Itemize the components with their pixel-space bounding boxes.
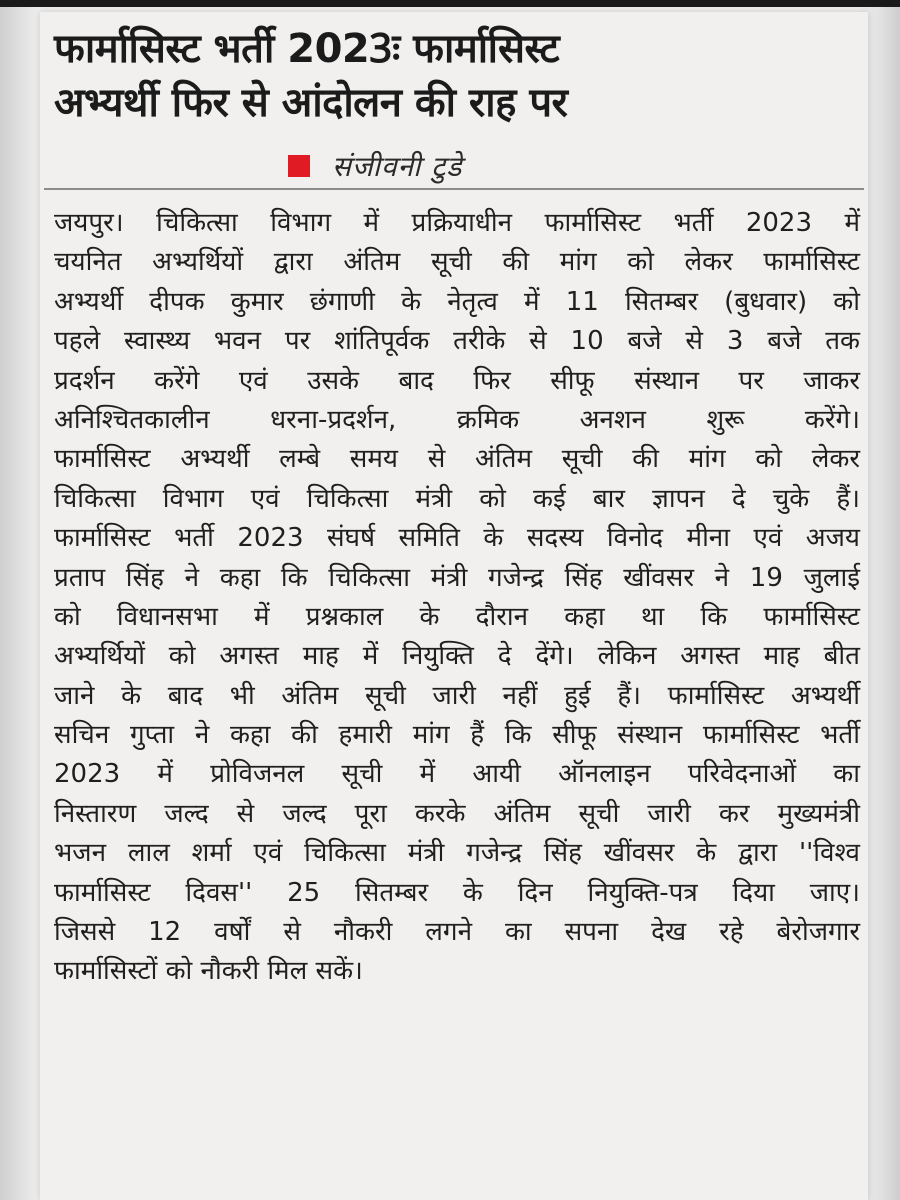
- red-square-icon: [288, 155, 310, 177]
- byline-source: संजीवनी टुडे: [332, 150, 463, 183]
- body-line: निस्तारण जल्द से जल्द पूरा करके अंतिम सूची जारी कर मुख्यमंत्री: [54, 798, 860, 829]
- body-line: फार्मासिस्टों को नौकरी मिल सकें।: [54, 956, 363, 987]
- body-line: अभ्यर्थियों को अगस्त माह में नियुक्ति दे देंगे। लेकिन अगस्त माह बीत: [54, 641, 860, 672]
- body-line: जयपुर। चिकित्सा विभाग में प्रक्रियाधीन फार्मासिस्ट भर्ती 2023 में: [54, 208, 860, 238]
- headline-line: फार्मासिस्ट भर्ती 2023ः फार्मासिस्ट: [54, 26, 560, 72]
- body-line: को विधानसभा में प्रश्नकाल के दौरान कहा था कि फार्मासिस्ट: [54, 601, 860, 632]
- body-line: चिकित्सा विभाग एवं चिकित्सा मंत्री को कई बार ज्ञापन दे चुके हैं।: [54, 483, 860, 514]
- body-line: फार्मासिस्ट दिवस'' 25 सितम्बर के दिन नियुक्ति-पत्र दिया जाए।: [54, 877, 860, 908]
- body-line: सचिन गुप्ता ने कहा की हमारी मांग हैं कि सीफू संस्थान फार्मासिस्ट भर्ती: [54, 720, 860, 751]
- body-line: पहले स्वास्थ्य भवन पर शांतिपूर्वक तरीके से 10 बजे से 3 बजे तक: [54, 326, 860, 357]
- body-line: जिससे 12 वर्षों से नौकरी लगने का सपना देख रहे बेरोजगार: [54, 917, 860, 948]
- body-line: फार्मासिस्ट अभ्यर्थी लम्बे समय से अंतिम सूची की मांग को लेकर: [54, 444, 860, 475]
- body-line: भजन लाल शर्मा एवं चिकित्सा मंत्री गजेन्द्र सिंह खींवसर के द्वारा ''विश्व: [54, 838, 860, 869]
- headline-line: अभ्यर्थी फिर से आंदोलन की राह पर: [54, 80, 568, 126]
- article-body: [54, 204, 860, 992]
- body-line: 2023 में प्रोविजनल सूची में आयी ऑनलाइन परिवेदनाओं का: [54, 759, 860, 790]
- body-line: प्रदर्शन करेंगे एवं उसके बाद फिर सीफू संस्थान पर जाकर: [54, 365, 860, 396]
- body-line: चयनित अभ्यर्थियों द्वारा अंतिम सूची की मांग को लेकर फार्मासिस्ट: [54, 247, 860, 278]
- top-status-bar: [0, 0, 900, 7]
- article-byline: [288, 146, 462, 186]
- article-headline: [54, 22, 854, 130]
- divider: [44, 188, 864, 190]
- body-line: फार्मासिस्ट भर्ती 2023 संघर्ष समिति के सदस्य विनोद मीना एवं अजय: [54, 523, 860, 554]
- newspaper-clipping: [40, 12, 868, 1200]
- body-line: अनिश्चितकालीन धरना-प्रदर्शन, क्रमिक अनशन शुरू करेंगे।: [54, 404, 860, 435]
- body-line: प्रताप सिंह ने कहा कि चिकित्सा मंत्री गजेन्द्र सिंह खींवसर ने 19 जुलाई: [54, 562, 860, 593]
- body-line: अभ्यर्थी दीपक कुमार छंगाणी के नेतृत्व में 11 सितम्बर (बुधवार) को: [54, 286, 860, 317]
- body-line: जाने के बाद भी अंतिम सूची जारी नहीं हुई हैं। फार्मासिस्ट अभ्यर्थी: [54, 680, 860, 711]
